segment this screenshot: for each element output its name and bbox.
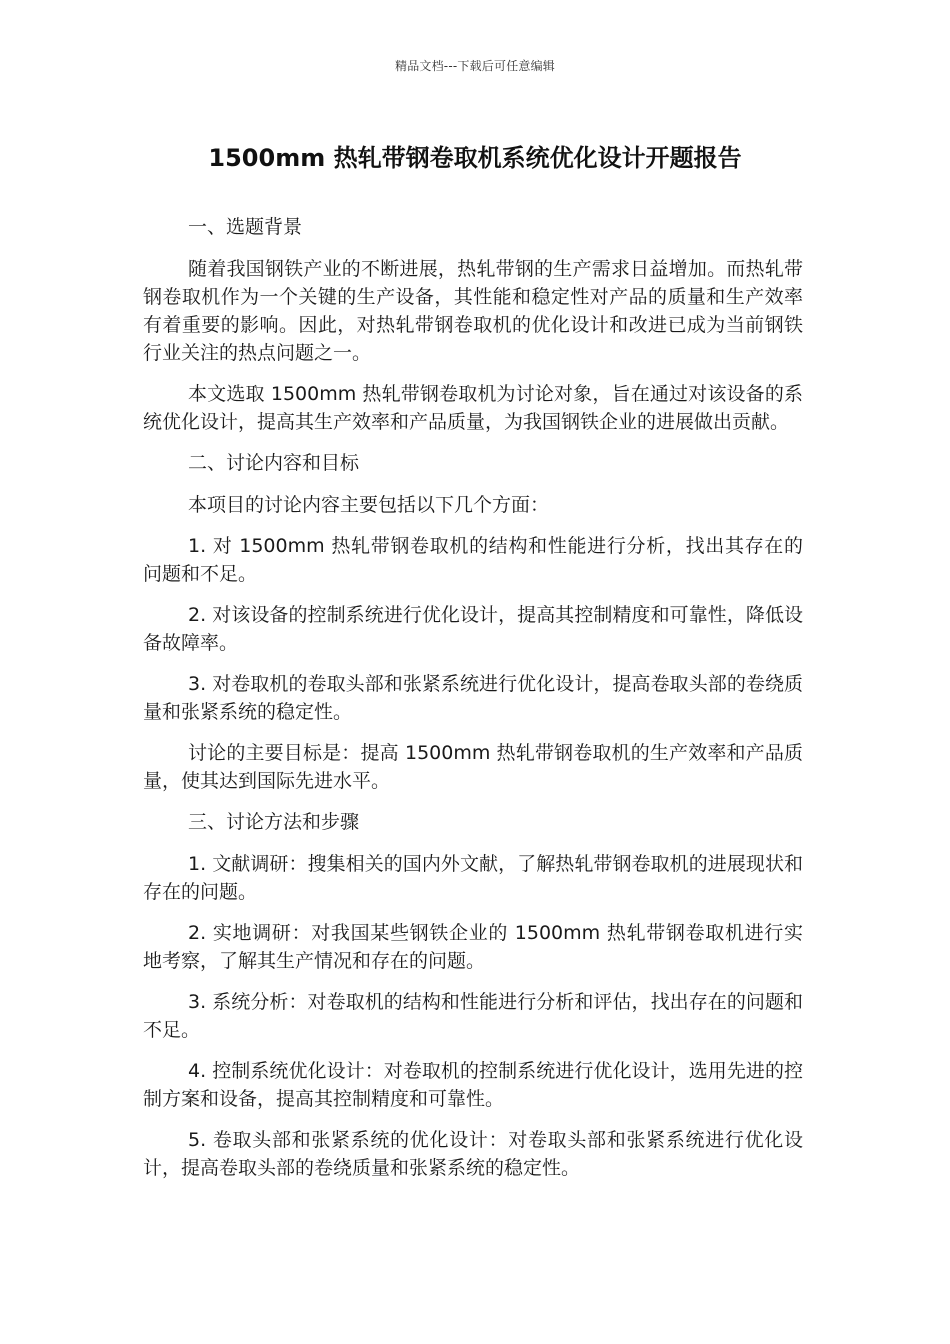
page-header-note: 精品文档---下载后可任意编辑 [395,59,555,73]
list-item-content-1: 1. 对 1500mm 热轧带钢卷取机的结构和性能进行分析，找出其存在的问题和不足。 [143,535,803,585]
section-heading-content-goals: 二、讨论内容和目标 [188,452,360,474]
list-item-method-1: 1. 文献调研：搜集相关的国内外文献，了解热轧带钢卷取机的进展现状和存在的问题。 [143,853,803,903]
list-item-content-3: 3. 对卷取机的卷取头部和张紧系统进行优化设计，提高卷取头部的卷绕质量和张紧系统的稳定性。 [143,673,803,723]
section-heading-methods: 三、讨论方法和步骤 [188,811,360,833]
list-item-method-5: 5. 卷取头部和张紧系统的优化设计：对卷取头部和张紧系统进行优化设计，提高卷取头部的卷绕质量和张紧系统的稳定性。 [143,1129,803,1179]
list-item-content-2: 2. 对该设备的控制系统进行优化设计，提高其控制精度和可靠性，降低设备故障率。 [143,604,803,654]
list-item-method-2: 2. 实地调研：对我国某些钢铁企业的 1500mm 热轧带钢卷取机进行实地考察，了解其生产情况和存在的问题。 [143,922,803,972]
paragraph-main-goal: 讨论的主要目标是：提高 1500mm 热轧带钢卷取机的生产效率和产品质量，使其达到国际先进水平。 [143,742,803,792]
document-title: 1500mm 热轧带钢卷取机系统优化设计开题报告 [208,144,742,172]
section-heading-background: 一、选题背景 [188,216,303,238]
paragraph-background: 随着我国钢铁产业的不断进展，热轧带钢的生产需求日益增加。而热轧带钢卷取机作为一个关键的生产设备，其性能和稳定性对产品的质量和生产效率有着重要的影响。因此，对热轧带钢卷取机的优化设计和改进已成为当前钢铁行业关注的热点问题之一。 [143,258,803,364]
list-item-method-4: 4. 控制系统优化设计：对卷取机的控制系统进行优化设计，选用先进的控制方案和设备，提高其控制精度和可靠性。 [143,1060,803,1110]
list-item-method-3: 3. 系统分析：对卷取机的结构和性能进行分析和评估，找出存在的问题和不足。 [143,991,803,1041]
paragraph-content-intro: 本项目的讨论内容主要包括以下几个方面： [188,494,550,516]
document-body [143,213,803,1195]
paragraph-objective: 本文选取 1500mm 热轧带钢卷取机为讨论对象，旨在通过对该设备的系统优化设计，提高其生产效率和产品质量，为我国钢铁企业的进展做出贡献。 [143,383,803,433]
